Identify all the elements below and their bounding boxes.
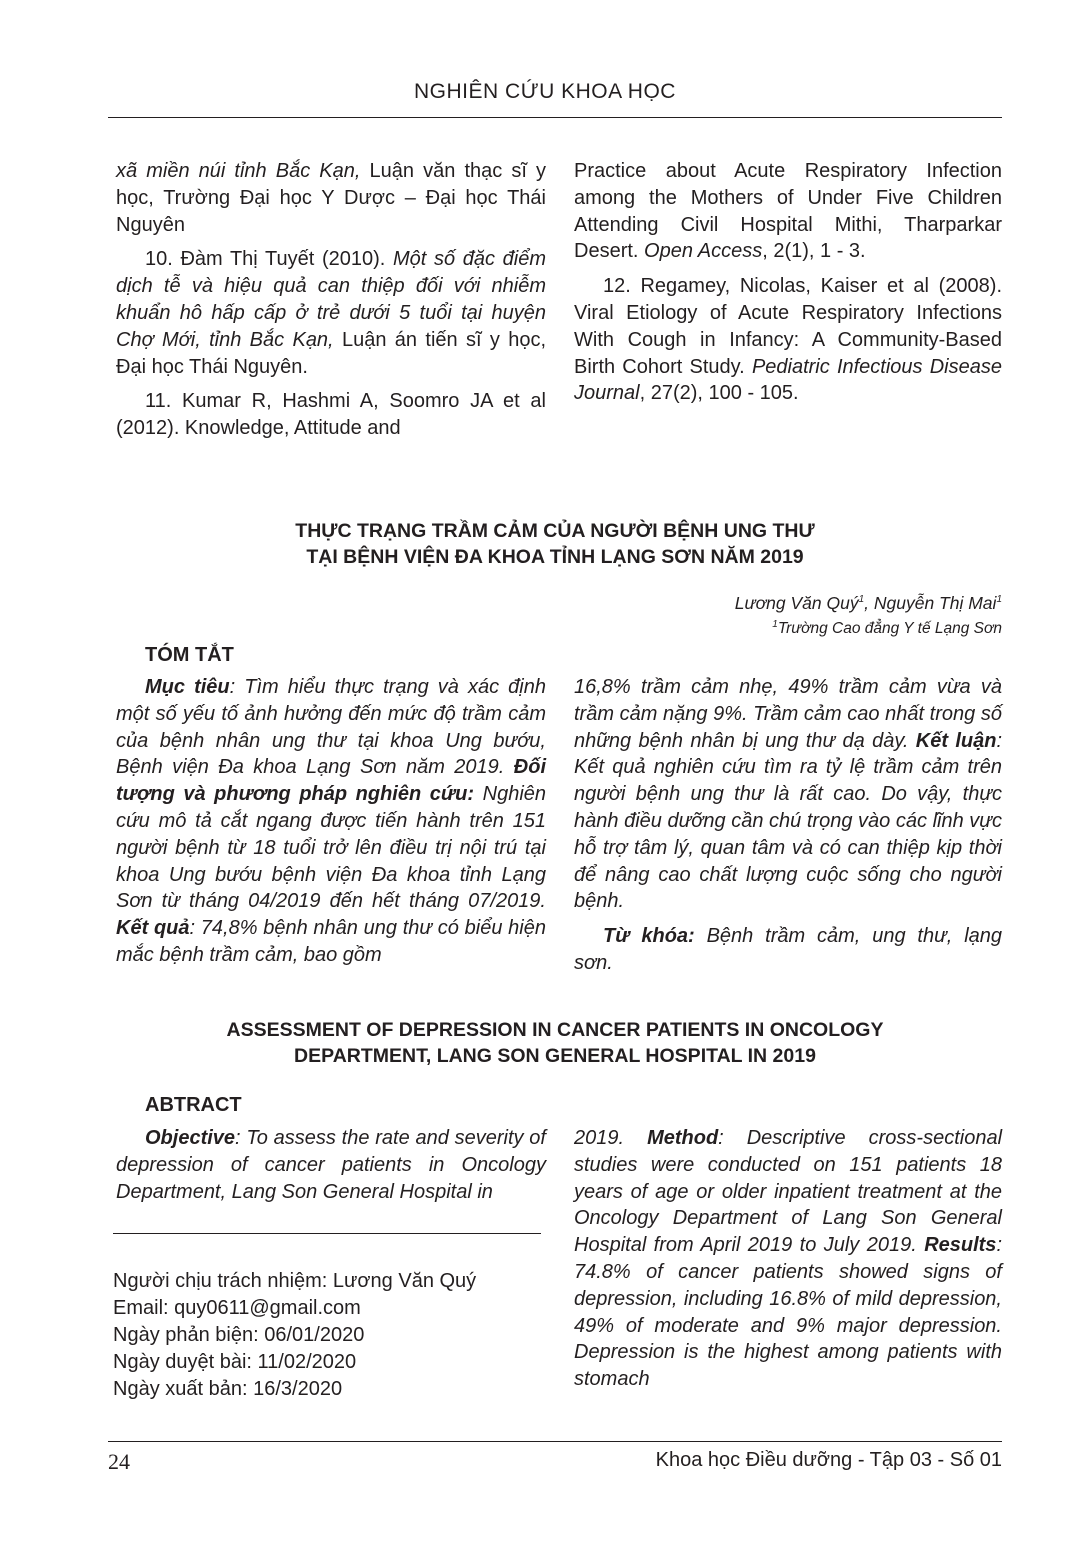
journal-footer: Khoa học Điều dưỡng - Tập 03 - Số 01	[655, 1449, 1002, 1471]
abstract-paragraph-continued: 2019. Method: Descriptive cross-sectional studies were conducted on 151 patients 18 years of age or older inpatient treatment at the Oncology Department of Lang Son General Hospital from April 2019 to July 2019. Results: 74.8% of cancer patients showed signs of depression, including 16.8% of mild depression, 49% of moderate and 9% major depression. Depression is the highest among patients with stomach	[574, 1127, 1003, 1391]
abstract-left-column	[116, 1125, 546, 1213]
footnote-rule	[113, 1233, 541, 1234]
article-title-en: ASSESSMENT OF DEPRESSION IN CANCER PATIENTS IN ONCOLOGY DEPARTMENT, LANG SON GENERAL HOSPITAL IN 2019	[226, 1019, 884, 1067]
summary-heading: TÓM TẮT	[145, 644, 234, 666]
authors: Lương Văn Quý$^1$, Nguyễn Thị Mai$^1$	[734, 593, 1002, 613]
email: Email: quy0611@gmail.com	[113, 1297, 361, 1319]
reference-11-continued: Practice about Acute Respiratory Infection among the Mothers of Under Five Children Attending Civil Hospital Mithi, Tharparkar Desert. Open Access, 2(1), 1 - 3.	[574, 160, 1002, 263]
page-number: 24	[108, 1449, 130, 1474]
header-rule	[108, 117, 1002, 118]
references-right-column	[574, 158, 1002, 415]
keywords: Từ khóa: Bệnh trầm cảm, ung thư, lạng sơn.	[574, 925, 1003, 974]
reference-12: 12. Regamey, Nicolas, Kaiser et al (2008). Viral Etiology of Acute Respiratory Infections With Cough in Infancy: A Community-Based Birth Cohort Study. Pediatric Infectious Disease Journal, 27(2), 100 - 105.	[574, 275, 1002, 405]
affiliation: $^1$Trường Cao đẳng Y tế Lạng Sơn	[772, 618, 1002, 637]
references-left-column	[116, 158, 546, 450]
footer-rule	[108, 1441, 1002, 1442]
abstract-heading: ABTRACT	[145, 1094, 242, 1116]
reference-11: 11. Kumar R, Hashmi A, Soomro JA et al (2012). Knowledge, Attitude and	[116, 390, 546, 440]
summary-paragraph: Mục tiêu: Tìm hiểu thực trạng và xác định một số yếu tố ảnh hưởng đến mức độ trầm cảm của bệnh nhân ung thư tại khoa Ung bướu, Bệnh viện Đa khoa Lạng Sơn năm 2019. Đối tượng và phương pháp nghiên cứu: Nghiên cứu mô tả cắt ngang được tiến hành trên 151 người bệnh từ 18 tuổi trở lên điều trị nội trú tại khoa Ung bướu bệnh viện Đa khoa tỉnh Lạng Sơn từ tháng 04/2019 đến hết tháng 07/2019. Kết quả: 74,8% bệnh nhân ung thư có biểu hiện mắc bệnh trầm cảm, bao gồm	[116, 676, 547, 966]
reference-9-continued: xã miền núi tỉnh Bắc Kạn, Luận văn thạc sĩ y học, Trường Đại học Y Dược – Đại học Thái Nguyên	[116, 160, 546, 236]
abstract-right-column	[574, 1125, 1002, 1401]
summary-left-column	[116, 674, 546, 977]
abstract-paragraph: Objective: To assess the rate and severity of depression of cancer patients in Oncology Department, Lang Son General Hospital in	[116, 1127, 546, 1203]
article-meta	[113, 1268, 476, 1403]
approve-date: Ngày duyệt bài: 11/02/2020	[113, 1351, 357, 1373]
summary-paragraph-continued: 16,8% trầm cảm nhẹ, 49% trầm cảm vừa và trầm cảm nặng 9%. Trầm cảm cao nhất trong số những bệnh nhân bị ung thư dạ dày. Kết luận: Kết quả nghiên cứu tìm ra tỷ lệ trầm cảm trên người bệnh ung thư là rất cao. Do vậy, thực hành điều dưỡng cần chú trọng vào các lĩnh vực hỗ trợ tâm lý, quan tâm và có can thiệp kịp thời để nâng cao chất lượng cuộc sống cho người bệnh.	[574, 676, 1002, 913]
responsible-person: Người chịu trách nhiệm: Lương Văn Quý	[113, 1270, 477, 1292]
review-date: Ngày phản biện: 06/01/2020	[113, 1324, 365, 1346]
summary-right-column	[574, 674, 1002, 985]
article-title-vn: THỰC TRẠNG TRẦM CẢM CỦA NGƯỜI BỆNH UNG THƯ TẠI BỆNH VIỆN ĐA KHOA TỈNH LẠNG SƠN NĂM 2019	[295, 520, 815, 568]
running-header: NGHIÊN CỨU KHOA HỌC	[414, 80, 676, 103]
reference-10: 10. Đàm Thị Tuyết (2010). Một số đặc điểm dịch tễ và hiệu quả can thiệp đối với nhiễm khuẩn hô hấp cấp ở trẻ dưới 5 tuổi tại huyện Chợ Mới, tỉnh Bắc Kạn, Luận án tiến sĩ y học, Đại học Thái Nguyên.	[116, 248, 547, 378]
publish-date: Ngày xuất bản: 16/3/2020	[113, 1378, 343, 1400]
